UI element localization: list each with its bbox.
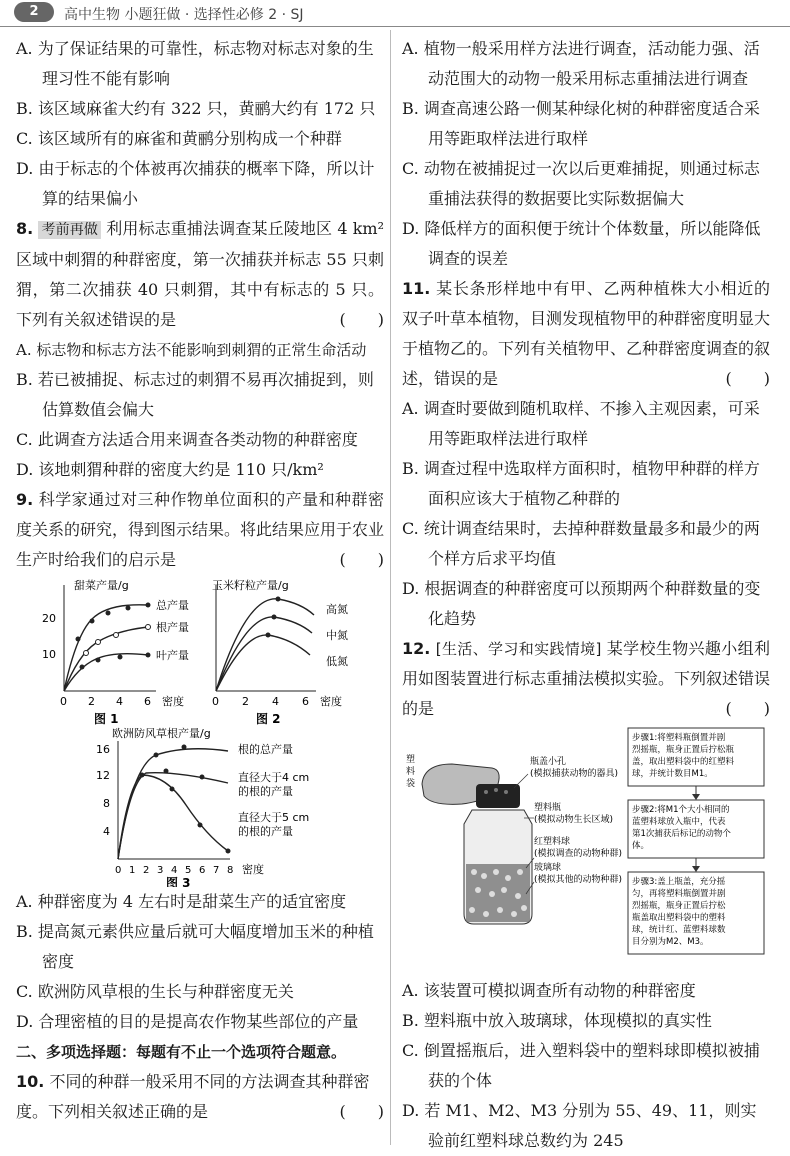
step-3-line-1: 步骤3:盖上瓶盖，充分摇 [632, 877, 726, 887]
q9-option-d: D. 合理密植的目的是提高农作物某些部位的产量 [16, 1012, 359, 1031]
fig3-series-5cm-a: 直径大于5 cm [238, 811, 310, 824]
fig2-series-mid: 中氮 [326, 629, 348, 642]
fig3-ytick-16: 16 [96, 743, 110, 756]
fig1-series-root: 根产量 [156, 621, 189, 634]
q9-figures-row [16, 575, 384, 725]
left-column [16, 34, 384, 1127]
q12-answer-paren: ( ) [725, 699, 770, 718]
fig1-ytick-20: 20 [42, 612, 56, 625]
fig1-total-point [90, 619, 95, 624]
label-bottle: 塑料瓶 [534, 803, 562, 813]
step-1-line-3: 盖，取出塑料袋中的红塑料 [632, 757, 735, 767]
fig3-xtick-6: 6 [199, 865, 206, 876]
svg-text:料: 料 [406, 767, 416, 777]
q11-number: 11. [402, 279, 431, 298]
fig2-xtick-4: 4 [272, 695, 279, 708]
q9-option-c: C. 欧洲防风草根的生长与种群密度无关 [16, 982, 294, 1001]
label-red-balls: 红塑料球 [534, 837, 571, 847]
fig1-leaf-curve [64, 654, 148, 691]
fig3-ytick-8: 8 [103, 797, 110, 810]
q10-option-a: A. 植物一般采用样方法进行调查，活动能力强、活动范围大的动物一般采用标志重捕法进行调查 [402, 39, 760, 88]
svg-text:袋: 袋 [406, 779, 416, 789]
fig2-mid-n-point [272, 615, 277, 620]
header-title: 高中生物 小题狂做 · 选择性必修 2 · SJ [64, 7, 304, 23]
fig2-series-high: 高氮 [326, 603, 348, 616]
fig3-xtick-2: 2 [143, 865, 150, 876]
q11-option-d: D. 根据调查的种群密度可以预期两个种群数量的变化趋势 [402, 579, 761, 628]
q7-option-c: C. 该区域所有的麻雀和黄鹂分别构成一个种群 [16, 129, 342, 148]
fig3-series-total: 根的总产量 [238, 743, 293, 756]
fig1-root-point [114, 633, 119, 638]
apparatus-diagram [402, 724, 770, 976]
q11-option-a: A. 调查时要做到随机取样、不掺入主观因素，可采用等距取样法进行取样 [402, 399, 760, 448]
arrow-down-icon [692, 794, 700, 800]
q10-stem [16, 1067, 384, 1127]
fig2-xlabel: 密度 [320, 695, 342, 708]
fig3-xtick-3: 3 [157, 865, 164, 876]
fig3-caption: 图 3 [166, 876, 191, 887]
step-3-line-6: 目分别为M2、M3。 [632, 937, 709, 947]
q11-stem [402, 274, 770, 394]
step-3-line-3: 烈摇瓶，瓶身正置后拧松 [632, 901, 726, 911]
q8-option-b: B. 若已被捕捉、标志过的刺猬不易再次捕捉到，则估算数值会偏大 [16, 370, 374, 419]
q9-option-a: A. 种群密度为 4 左右时是甜菜生产的适宜密度 [16, 892, 347, 911]
q8-option-d: D. 该地刺猬种群的密度大约是 110 只/km² [16, 460, 324, 479]
q8-stem [16, 214, 384, 335]
q10-option-b: B. 调查高速公路一侧某种绿化树的种群密度适合采用等距取样法进行取样 [402, 99, 760, 148]
fig2-high-n-point [276, 597, 281, 602]
fig1-root-curve [64, 627, 148, 691]
q12-text: 某学校生物兴趣小组利用如图装置进行标志重捕法模拟实验。下列叙述错误的是 [402, 639, 771, 718]
fig2-low-n-point [266, 633, 271, 638]
fig1-total-curve [64, 605, 148, 691]
q12-option-b: B. 塑料瓶中放入玻璃球，体现模拟的真实性 [402, 1011, 712, 1030]
step-1-line-4: 球，并统计数目M1。 [632, 769, 713, 779]
fig3-xtick-1: 1 [129, 865, 136, 876]
q9-stem [16, 485, 384, 575]
figure-2 [212, 578, 348, 725]
fig1-leaf-point [96, 658, 101, 663]
q10-number: 10. [16, 1072, 45, 1091]
q10-answer-paren: ( ) [339, 1102, 384, 1121]
label-glass-balls-desc: (模拟其他的动物种群) [534, 875, 623, 885]
q8-number: 8. [16, 219, 34, 238]
label-glass-balls: 玻璃球 [534, 863, 562, 873]
bag-label-1: 塑 [406, 755, 416, 765]
q12-option-a: A. 该装置可模拟调查所有动物的种群密度 [402, 981, 696, 1000]
fig1-xtick-6: 6 [144, 695, 151, 708]
bottle-cap-icon [476, 784, 520, 808]
q12-stem [402, 634, 770, 724]
q8-tag: 考前再做 [38, 221, 101, 239]
arrow-down-icon [692, 866, 700, 872]
label-cap-hole: 瓶盖小孔 [530, 757, 567, 767]
fig1-root-point [96, 640, 101, 645]
step-1-line-1: 步骤1:将塑料瓶倒置并剧 [632, 733, 726, 743]
step-2-line-3: 第1次捕获后标记的动物个 [632, 829, 731, 839]
step-2-line-1: 步骤2:将M1个大小相同的 [632, 805, 730, 815]
step-2-line-4: 体。 [632, 841, 650, 851]
q11-option-c: C. 统计调查结果时，去掉种群数量最多和最少的两个样方后求平均值 [402, 519, 760, 568]
q12-number: 12. [402, 639, 431, 658]
fig1-xtick-4: 4 [116, 695, 123, 708]
q9-text: 科学家通过对三种作物单位面积的产量和种群密度关系的研究，得到图示结果。将此结果应用于农业生产时给我们的启示是 [16, 490, 385, 569]
q8-answer-paren: ( ) [339, 310, 384, 329]
step-1-line-2: 烈摇瓶，瓶身正置后拧松瓶 [632, 745, 735, 755]
fig1-leaf-point [80, 665, 85, 670]
fig2-xtick-6: 6 [302, 695, 309, 708]
fig1-root-point [146, 625, 151, 630]
label-cap-hole-desc: (模拟捕获动物的器具) [530, 769, 619, 779]
fig2-high-n-curve [216, 599, 314, 691]
fig1-total-point [76, 637, 81, 642]
q12-option-d: D. 若 M1、M2、M3 分别为 55、49、11，则实验前红塑料球总数约为 245 [402, 1101, 757, 1150]
fig3-series-4cm-b: 的根的产量 [238, 785, 293, 798]
label-red-balls-desc: (模拟调查的动物种群) [534, 849, 623, 859]
fig1-xlabel: 密度 [162, 695, 184, 708]
q10-option-d: D. 降低样方的面积便于统计个体数量，所以能降低调查的误差 [402, 219, 761, 268]
step-2-line-2: 蓝塑料球放入瓶中，代表 [632, 817, 726, 827]
fig2-caption: 图 2 [256, 712, 281, 725]
step-3-line-4: 瓶盖取出塑料袋中的塑料 [632, 913, 726, 923]
step-3-line-2: 匀，再将塑料瓶倒置并剧 [632, 889, 726, 899]
fig2-low-n-curve [216, 635, 310, 691]
fig1-ytick-10: 10 [42, 648, 56, 661]
q7-option-d: D. 由于标志的个体被再次捕获的概率下降，所以计算的结果偏小 [16, 159, 375, 208]
page-header [0, 0, 790, 27]
fig1-root-point [84, 651, 89, 656]
fig3-xtick-7: 7 [213, 865, 220, 876]
right-column [402, 34, 770, 1156]
q8-option-a: A. 标志物和标志方法不能影响到刺猬的正常生命活动 [16, 341, 367, 359]
column-divider [390, 30, 391, 1145]
fig1-ylabel: 甜菜产量/g [74, 579, 129, 592]
fig1-total-point [146, 603, 151, 608]
q9-figure-1-2 [16, 575, 384, 725]
fig3-series-4cm-a: 直径大于4 cm [238, 771, 310, 784]
fig3-xtick-5: 5 [185, 865, 192, 876]
fig3-ytick-12: 12 [96, 769, 110, 782]
fig3-xtick-0: 0 [115, 865, 122, 876]
fig1-series-leaf: 叶产量 [156, 649, 189, 662]
fig3-xtick-4: 4 [171, 865, 178, 876]
label-bottle-desc: (模拟动物生长区域) [534, 815, 614, 825]
fig1-total-point [106, 611, 111, 616]
fig1-xtick-0: 0 [60, 695, 67, 708]
q9-figure-3 [16, 725, 384, 887]
q12-option-c: C. 倒置摇瓶后，进入塑料袋中的塑料球即模拟被捕获的个体 [402, 1041, 760, 1090]
q7-option-b: B. 该区域麻雀大约有 322 只，黄鹂大约有 172 只 [16, 99, 376, 118]
q7-option-a: A. 为了保证结果的可靠性，标志物对标志对象的生理习性不能有影响 [16, 39, 374, 88]
fig3-xlabel: 密度 [242, 863, 264, 876]
fig1-xtick-2: 2 [88, 695, 95, 708]
step-3-line-5: 球，统计红、蓝塑料球数 [632, 925, 726, 935]
fig1-leaf-point [146, 653, 151, 658]
fig3-ylabel: 欧洲防风草根产量/g [112, 727, 211, 740]
fig1-leaf-point [118, 655, 123, 660]
fig1-series-total: 总产量 [156, 599, 189, 612]
fig2-xtick-0: 0 [212, 695, 219, 708]
q9-answer-paren: ( ) [339, 550, 384, 569]
fig2-ylabel: 玉米籽粒产量/g [212, 579, 289, 592]
q10-option-c: C. 动物在被捕捉过一次以后更难捕捉，则通过标志重捕法获得的数据要比实际数据偏大 [402, 159, 760, 208]
fig3-ytick-4: 4 [103, 825, 110, 838]
fig1-total-point [126, 606, 131, 611]
bag-label: 塑料袋 [402, 724, 405, 725]
fig3-series-5cm-b: 的根的产量 [238, 825, 293, 838]
q9-option-b: B. 提高氮元素供应量后就可大幅度增加玉米的种植密度 [16, 922, 374, 971]
q11-text: 某长条形样地中有甲、乙两种植株大小相近的双子叶草本植物，目测发现植物甲的种群密度明显大于植物乙的。下列有关植物甲、乙种群密度调查的叙述，错误的是 [402, 279, 771, 388]
fig1-caption: 图 1 [94, 712, 119, 725]
q11-answer-paren: ( ) [725, 369, 770, 388]
fig2-mid-n-curve [216, 617, 312, 691]
q9-number: 9. [16, 490, 34, 509]
page-number: 2 [14, 2, 54, 22]
fig2-xtick-2: 2 [242, 695, 249, 708]
fig3-total-curve [118, 749, 228, 859]
fig3-xtick-8: 8 [227, 865, 234, 876]
section-2-heading: 二、多项选择题：每题有不止一个选项符合题意。 [16, 1043, 347, 1061]
q11-option-b: B. 调查过程中选取样方面积时，植物甲种群的样方面积应该大于植物乙种群的 [402, 459, 760, 508]
figure-1 [42, 578, 189, 725]
q9-figure-3-row [16, 725, 384, 887]
q12-apparatus-figure [402, 724, 770, 976]
fig2-series-low: 低氮 [326, 655, 348, 668]
q12-tag: [生活、学习和实践情境] [435, 640, 602, 658]
q10-text: 不同的种群一般采用不同的方法调查其种群密度。下列相关叙述正确的是 [16, 1072, 370, 1121]
q8-option-c: C. 此调查方法适合用来调查各类动物的种群密度 [16, 430, 358, 449]
q8-text: 利用标志重捕法调查某丘陵地区 4 km² 区域中刺猬的种群密度，第一次捕获并标志 55 只刺猬，第二次捕获 40 只刺猬，其中有标志的 5 只。下列有关叙述错误的是 [16, 219, 385, 329]
